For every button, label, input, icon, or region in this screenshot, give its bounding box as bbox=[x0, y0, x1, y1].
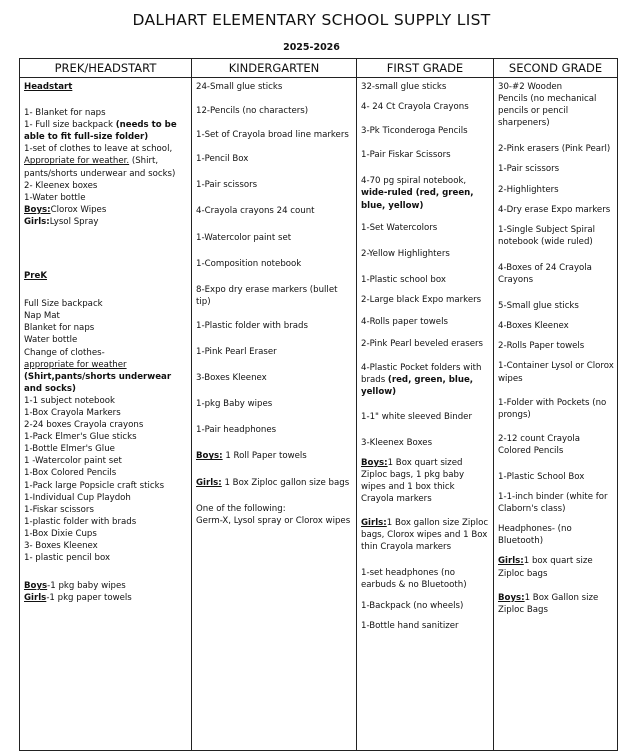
list-item: 3-Boxes Kleenex bbox=[196, 373, 267, 384]
boys-item: Boys:1 Box Gallon size Ziploc Bags bbox=[498, 592, 599, 615]
boys-item: Boys-1 pkg baby wipes bbox=[24, 581, 126, 592]
list-item: 4-Boxes of 24 Crayola Crayons bbox=[498, 262, 592, 286]
list-item: 1- Full size backpack (needs to be able to fit full-size folder) bbox=[24, 120, 177, 143]
list-item: 4-Plastic Pocket folders with brads (red, green, blue, yellow) bbox=[361, 363, 482, 398]
list-item: 1-Plastic folder with brads bbox=[196, 320, 308, 331]
page-title: DALHART ELEMENTARY SCHOOL SUPPLY LIST bbox=[132, 11, 491, 29]
column-header-first-grade: FIRST GRADE bbox=[357, 59, 494, 78]
list-item: Nap Mat bbox=[24, 311, 60, 322]
list-item: 1-1-inch binder (white for Claborn's class) bbox=[498, 492, 608, 515]
list-item: 2-12 count Crayola Colored Pencils bbox=[498, 433, 581, 456]
list-item: 32-small glue sticks bbox=[361, 82, 447, 92]
list-item: 1-Set of Crayola broad line markers bbox=[196, 130, 349, 141]
column-header-second-grade: SECOND GRADE bbox=[494, 59, 618, 78]
list-item: 1-Bottle Elmer's Glue bbox=[24, 444, 115, 455]
list-item: appropriate for weather bbox=[24, 359, 127, 370]
list-item: Blanket for naps bbox=[24, 323, 95, 334]
list-item: 2-Highlighters bbox=[498, 184, 559, 195]
list-item: 2-Large black Expo markers bbox=[361, 294, 482, 305]
list-item: 3-Pk Ticonderoga Pencils bbox=[361, 126, 468, 137]
list-item: 24-Small glue sticks bbox=[196, 82, 283, 92]
list-item: 1- Blanket for naps bbox=[24, 108, 106, 119]
column-header-prek: PREK/HEADSTART bbox=[20, 59, 192, 78]
kindergarten-column bbox=[192, 78, 357, 751]
girls-item: Girls:1 box quart size Ziploc bags bbox=[498, 556, 593, 579]
boys-item: Boys:1 Box quart sized Ziploc bags, 1 pkg baby wipes and 1 box thick Crayola markers bbox=[361, 457, 465, 504]
list-item: Boys:Clorox Wipes bbox=[24, 204, 107, 215]
list-item: 1-1" white sleeved Binder bbox=[361, 411, 472, 422]
second-grade-column bbox=[494, 78, 618, 751]
list-item: 4-Crayola crayons 24 count bbox=[196, 206, 315, 217]
list-item: 1-Bottle hand sanitizer bbox=[361, 620, 459, 631]
list-item: 4-Rolls paper towels bbox=[361, 317, 448, 328]
list-item: 4- 24 Ct Crayola Crayons bbox=[361, 102, 469, 113]
list-item: 1-Folder with Pockets (no prongs) bbox=[498, 397, 607, 420]
list-item: 3-Kleenex Boxes bbox=[361, 437, 433, 448]
list-item: 1-Individual Cup Playdoh bbox=[24, 492, 131, 503]
column-header-kindergarten: KINDERGARTEN bbox=[192, 59, 357, 78]
list-item: 1- plastic pencil box bbox=[24, 553, 111, 564]
list-item: 1-Container Lysol or Clorox wipes bbox=[498, 361, 614, 384]
supply-table bbox=[19, 58, 618, 751]
list-item: 1-Watercolor paint set bbox=[196, 232, 292, 243]
list-item: 1-Water bottle bbox=[24, 192, 86, 203]
list-item: Full Size backpack bbox=[24, 299, 103, 310]
list-item: 4-Dry erase Expo markers bbox=[498, 204, 611, 215]
list-item: 30-#2 Wooden bbox=[498, 82, 563, 92]
prek-heading: PreK bbox=[24, 271, 48, 282]
girls-item: Girls: 1 Box Ziploc gallon size bags bbox=[196, 477, 350, 488]
list-item: 1-Plastic school box bbox=[361, 274, 446, 285]
list-item: Girls:Lysol Spray bbox=[24, 216, 99, 227]
list-item: 2-Rolls Paper towels bbox=[498, 341, 585, 352]
list-item: 8-Expo dry erase markers (bullet tip) bbox=[196, 284, 338, 307]
list-item: 4-Boxes Kleenex bbox=[498, 321, 569, 332]
list-item: (Shirt,pants/shorts underwear and socks) bbox=[24, 371, 172, 394]
list-item: 12-Pencils (no characters) bbox=[196, 106, 309, 117]
list-item: 1-Pair scissors bbox=[196, 180, 258, 191]
list-item: Water bottle bbox=[24, 335, 78, 346]
boys-item: Boys: 1 Roll Paper towels bbox=[196, 451, 307, 462]
list-item: 1-plastic folder with brads bbox=[24, 516, 137, 527]
first-grade-column bbox=[357, 78, 494, 751]
list-item: Pencils (no mechanical pencils or pencil sharpeners) bbox=[498, 94, 597, 129]
list-item: Headphones- (no Bluetooth) bbox=[498, 524, 572, 547]
list-item: 1-set headphones (no earbuds & no Bluetooth) bbox=[361, 568, 467, 591]
list-item: 1-Pencil Box bbox=[196, 154, 249, 165]
list-item: 1-1 subject notebook bbox=[24, 395, 115, 406]
girls-item: Girls:1 Box gallon size Ziploc bags, Clorox wipes and 1 Box thin Crayola markers bbox=[361, 518, 489, 553]
list-item: 2-24 boxes Crayola crayons bbox=[24, 420, 144, 431]
list-item: 1-set of clothes to leave at school, Appropriate for weather. (Shirt, pants/shorts underwear and socks) bbox=[24, 144, 176, 179]
list-item: 1-Pair Fiskar Scissors bbox=[361, 150, 451, 161]
list-item: Change of clothes- bbox=[24, 347, 105, 358]
list-item: 2-Pink Pearl beveled erasers bbox=[361, 339, 484, 350]
list-item: 1-Pair headphones bbox=[196, 425, 277, 436]
list-item: 2-Pink erasers (Pink Pearl) bbox=[498, 144, 611, 155]
list-item: 2- Kleenex boxes bbox=[24, 180, 98, 191]
headstart-heading: Headstart bbox=[24, 82, 73, 92]
list-item: 1-Pink Pearl Eraser bbox=[196, 347, 277, 358]
list-item: 1-Composition notebook bbox=[196, 258, 302, 269]
list-item: 1-Fiskar scissors bbox=[24, 504, 94, 515]
school-year: 2025-2026 bbox=[283, 42, 340, 53]
one-of-items: Germ-X, Lysol spray or Clorox wipes bbox=[196, 515, 351, 526]
list-item: 4-70 pg spiral notebook, wide-ruled (red, green, blue, yellow) bbox=[361, 176, 474, 211]
list-item: 1-Plastic School Box bbox=[498, 471, 585, 482]
list-item: 1-Box Dixie Cups bbox=[24, 528, 97, 539]
girls-item: Girls-1 pkg paper towels bbox=[24, 593, 132, 604]
list-item: 1-Box Crayola Markers bbox=[24, 407, 121, 418]
list-item: 1 -Watercolor paint set bbox=[24, 456, 122, 467]
list-item: 1-Backpack (no wheels) bbox=[361, 600, 464, 611]
one-of-heading: One of the following: bbox=[196, 503, 286, 514]
list-item: 1-Pack large Popsicle craft sticks bbox=[24, 480, 165, 491]
list-item: 1-Pair scissors bbox=[498, 164, 560, 175]
list-item: 1-Pack Elmer's Glue sticks bbox=[24, 432, 137, 443]
list-item: 1-pkg Baby wipes bbox=[196, 399, 273, 410]
list-item: 1-Set Watercolors bbox=[361, 222, 438, 233]
list-item: 1-Box Colored Pencils bbox=[24, 468, 117, 479]
list-item: 1-Single Subject Spiral notebook (wide ruled) bbox=[498, 224, 596, 247]
list-item: 5-Small glue sticks bbox=[498, 301, 579, 312]
prek-headstart-column bbox=[20, 78, 192, 751]
list-item: 3- Boxes Kleenex bbox=[24, 541, 98, 551]
list-item: 2-Yellow Highlighters bbox=[361, 248, 450, 259]
